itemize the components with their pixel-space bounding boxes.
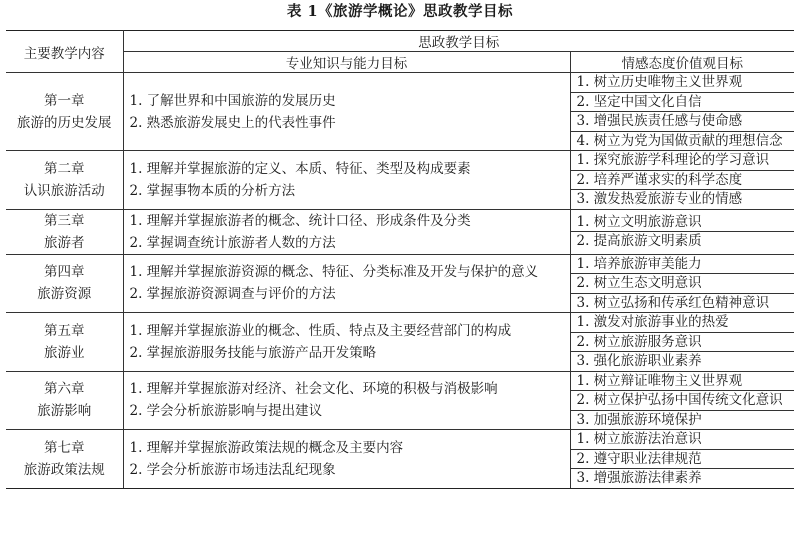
objectives-table xyxy=(6,30,794,489)
emotion-item: 3. 强化旅游职业素养 xyxy=(571,351,795,371)
table-caption: 表 1《旅游学概论》思政教学目标 xyxy=(286,3,514,20)
chapter-number: 第五章 xyxy=(44,322,85,339)
chapter-cell xyxy=(6,371,123,430)
emotion-item: 2. 提高旅游文明素质 xyxy=(571,231,795,251)
chapter-title: 认识旅游活动 xyxy=(23,182,105,199)
emotion-item: 1. 培养旅游审美能力 xyxy=(576,255,702,272)
emotion-cell xyxy=(570,73,794,151)
emotion-cell xyxy=(570,209,794,254)
chapter-cell xyxy=(6,209,123,254)
knowledge-item: 2. 学会分析旅游市场违法乱纪现象 xyxy=(129,461,336,478)
knowledge-item: 1. 了解世界和中国旅游的发展历史 xyxy=(129,92,336,109)
emotion-item: 2. 树立生态文明意识 xyxy=(571,273,795,293)
knowledge-item: 1. 理解并掌握旅游者的概念、统计口径、形成条件及分类 xyxy=(129,212,471,229)
emotion-item: 2. 遵守职业法律规范 xyxy=(571,449,795,469)
emotion-item: 1. 树立文明旅游意识 xyxy=(576,213,702,230)
chapter-title: 旅游政策法规 xyxy=(23,461,105,478)
chapter-row xyxy=(6,254,794,313)
chapter-row xyxy=(6,371,794,430)
emotion-item: 1. 树立旅游法治意识 xyxy=(576,431,702,447)
chapter-number: 第四章 xyxy=(44,264,85,281)
emotion-item: 3. 增强民族责任感与使命感 xyxy=(571,111,795,131)
knowledge-item: 1. 理解并掌握旅游资源的概念、特征、分类标准及开发与保护的意义 xyxy=(129,264,539,281)
knowledge-item: 1. 理解并掌握旅游对经济、社会文化、环境的积极与消极影响 xyxy=(129,381,498,398)
knowledge-cell xyxy=(123,73,570,151)
knowledge-item: 2. 学会分析旅游影响与提出建议 xyxy=(129,403,323,420)
header-objectives: 思政教学目标 xyxy=(123,31,794,52)
chapter-number: 第六章 xyxy=(44,381,85,398)
emotion-item: 1. 树立历史唯物主义世界观 xyxy=(576,74,743,90)
chapter-cell xyxy=(6,313,123,372)
emotion-item: 3. 树立弘扬和传承红色精神意识 xyxy=(571,293,795,313)
knowledge-item: 2. 掌握事物本质的分析方法 xyxy=(129,182,296,199)
emotion-item: 3. 增强旅游法律素养 xyxy=(571,468,795,488)
chapter-number: 第三章 xyxy=(44,212,85,229)
chapter-row xyxy=(6,430,794,489)
chapter-title: 旅游者 xyxy=(44,234,85,251)
knowledge-cell xyxy=(123,254,570,313)
chapter-cell xyxy=(6,73,123,151)
emotion-cell xyxy=(570,313,794,372)
chapter-row xyxy=(6,313,794,372)
chapter-row xyxy=(6,151,794,210)
knowledge-cell xyxy=(123,371,570,430)
chapter-row xyxy=(6,73,794,151)
chapter-title: 旅游业 xyxy=(44,344,85,361)
knowledge-cell xyxy=(123,430,570,489)
chapter-row xyxy=(6,209,794,254)
emotion-cell xyxy=(570,371,794,430)
knowledge-item: 2. 掌握旅游服务技能与旅游产品开发策略 xyxy=(129,344,377,361)
knowledge-cell xyxy=(123,313,570,372)
knowledge-cell xyxy=(123,151,570,210)
knowledge-item: 2. 掌握调查统计旅游者人数的方法 xyxy=(129,234,336,251)
knowledge-item: 2. 熟悉旅游发展史上的代表性事件 xyxy=(129,114,336,131)
emotion-item: 2. 树立保护弘扬中国传统文化意识 xyxy=(571,390,795,410)
chapter-cell xyxy=(6,254,123,313)
emotion-item: 4. 树立为党为国做贡献的理想信念 xyxy=(571,131,795,151)
chapter-title: 旅游影响 xyxy=(37,403,92,420)
knowledge-item: 1. 理解并掌握旅游业的概念、性质、特点及主要经营部门的构成 xyxy=(129,322,512,339)
chapter-title: 旅游资源 xyxy=(37,286,92,303)
emotion-item: 2. 树立旅游服务意识 xyxy=(571,332,795,352)
chapter-number: 第七章 xyxy=(44,439,85,456)
knowledge-item: 1. 理解并掌握旅游的定义、本质、特征、类型及构成要素 xyxy=(129,160,471,177)
header-emotion: 情感态度价值观目标 xyxy=(570,52,794,73)
emotion-item: 2. 培养严谨求实的科学态度 xyxy=(571,170,795,190)
emotion-item: 1. 树立辩证唯物主义世界观 xyxy=(576,372,743,389)
chapter-number: 第二章 xyxy=(44,160,85,177)
emotion-cell xyxy=(570,254,794,313)
chapter-title: 旅游的历史发展 xyxy=(17,114,112,131)
chapter-cell xyxy=(6,151,123,210)
emotion-item: 1. 探究旅游学科理论的学习意识 xyxy=(576,152,770,168)
knowledge-item: 2. 掌握旅游资源调查与评价的方法 xyxy=(129,286,336,303)
header-main-content: 主要教学内容 xyxy=(6,31,123,73)
knowledge-item: 1. 理解并掌握旅游政策法规的概念及主要内容 xyxy=(129,439,404,456)
chapter-number: 第一章 xyxy=(44,92,85,109)
emotion-item: 1. 激发对旅游事业的热爱 xyxy=(576,314,729,330)
emotion-item: 3. 加强旅游环境保护 xyxy=(571,410,795,430)
emotion-item: 3. 激发热爱旅游专业的情感 xyxy=(571,189,795,209)
header-knowledge: 专业知识与能力目标 xyxy=(123,52,570,73)
knowledge-cell xyxy=(123,209,570,254)
chapter-cell xyxy=(6,430,123,489)
emotion-item: 2. 坚定中国文化自信 xyxy=(571,92,795,112)
emotion-cell xyxy=(570,151,794,210)
emotion-cell xyxy=(570,430,794,489)
